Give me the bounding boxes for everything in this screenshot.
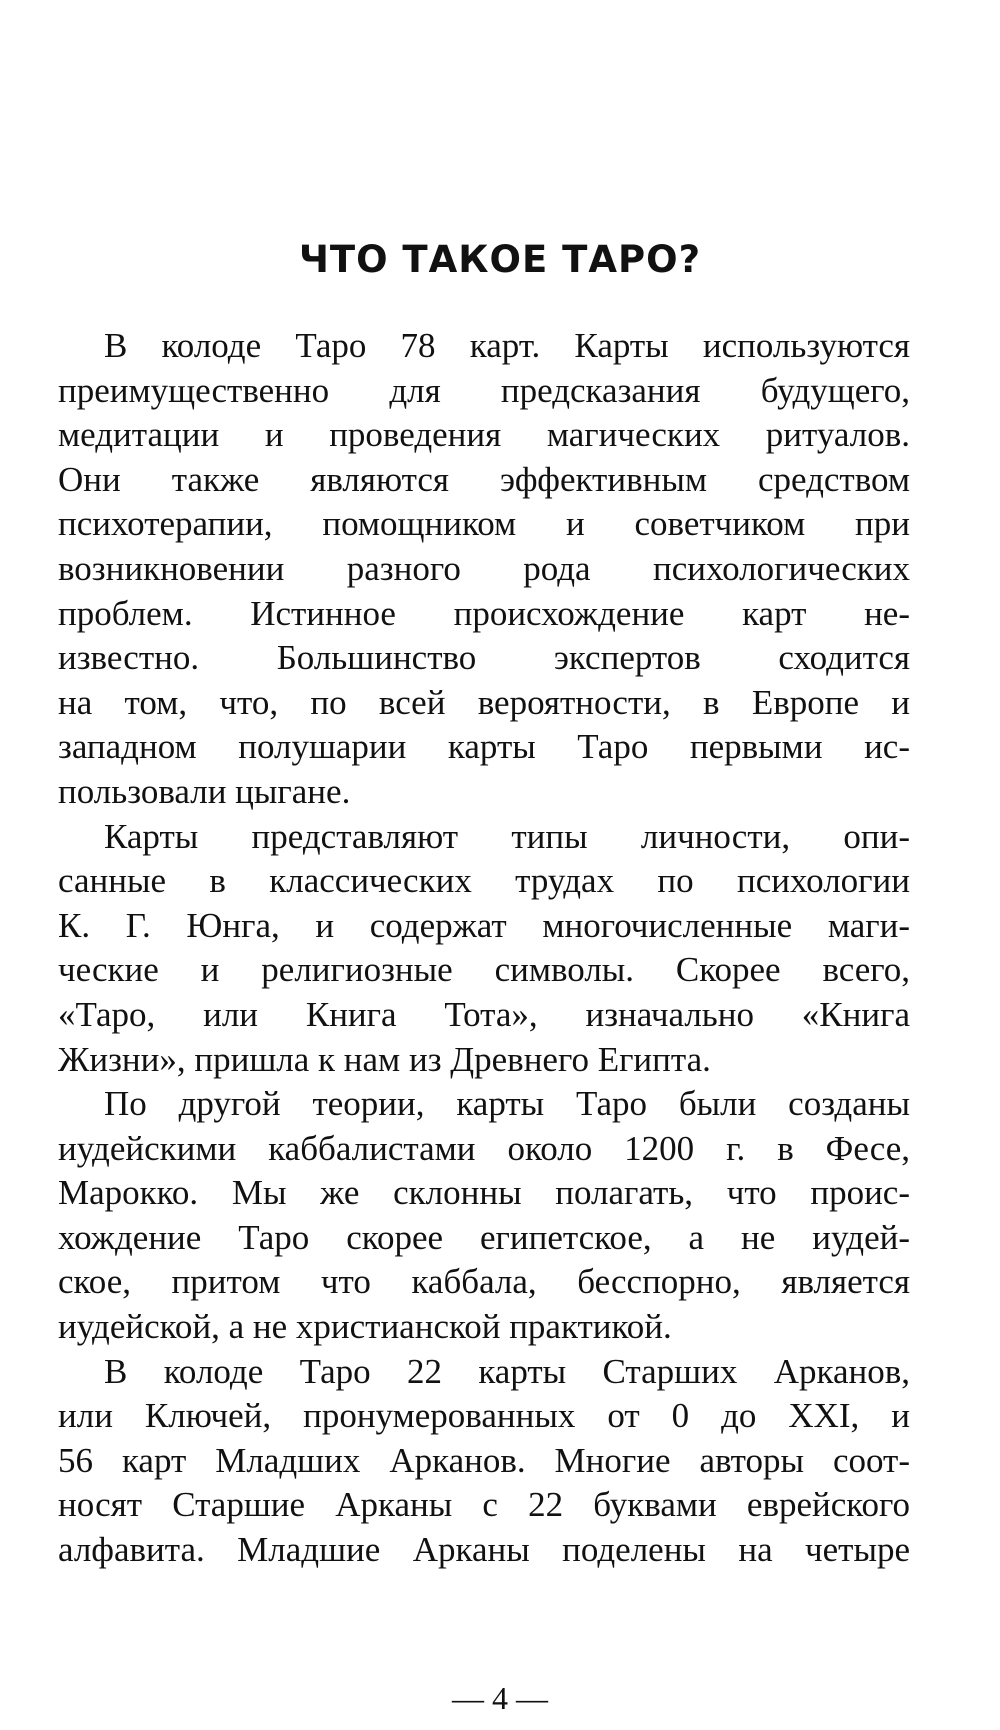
- text-line: алфавита. Младшие Арканы поделены на четыре: [58, 1530, 910, 1570]
- text-line: преимущественно для предсказания будущего,: [58, 370, 910, 410]
- text-line: Жизни», пришла к нам из Древнего Египта.: [58, 1039, 711, 1079]
- text-line: 56 карт Младших Арканов. Многие авторы соот-: [58, 1440, 910, 1480]
- text-line: ское, притом что каббала, бесспорно, является: [58, 1262, 910, 1302]
- text-line: психотерапии, помощником и советчиком при: [58, 504, 910, 544]
- paragraph-1: [58, 324, 910, 815]
- text-line: иудейской, а не христианской практикой.: [58, 1307, 672, 1347]
- text-line: возникновении разного рода психологических: [58, 548, 910, 588]
- text-line: известно. Большинство экспертов сходится: [58, 638, 910, 678]
- text-line: Карты представляют типы личности, опи-: [104, 816, 910, 856]
- text-line: санные в классических трудах по психологии: [58, 861, 910, 901]
- text-line: хождение Таро скорее египетское, а не иудей-: [58, 1217, 910, 1257]
- text-line: носят Старшие Арканы с 22 буквами еврейского: [58, 1485, 910, 1525]
- text-line: или Ключей, пронумерованных от 0 до XXI, и: [58, 1396, 910, 1436]
- page-number: — 4 —: [452, 1680, 548, 1716]
- text-line: ческие и религиозные символы. Скорее всего,: [58, 950, 910, 990]
- text-line: западном полушарии карты Таро первыми ис-: [58, 727, 910, 767]
- text-line: Они также являются эффективным средством: [58, 459, 910, 499]
- text-line: В колоде Таро 22 карты Старших Арканов,: [104, 1351, 910, 1391]
- text-line: медитации и проведения магических ритуалов.: [58, 415, 910, 455]
- text-line: проблем. Истинное происхождение карт не-: [58, 593, 910, 633]
- paragraph-2: [58, 815, 910, 1083]
- text-line: К. Г. Юнга, и содержат многочисленные маги-: [58, 905, 910, 945]
- text-line: «Таро, или Книга Тота», изначально «Книга: [58, 994, 910, 1034]
- text-line: на том, что, по всей вероятности, в Европе и: [58, 682, 910, 722]
- text-line: иудейскими каббалистами около 1200 г. в Фесе,: [58, 1128, 910, 1168]
- text-line: Марокко. Мы же склонны полагать, что проис-: [58, 1173, 910, 1213]
- text-line: По другой теории, карты Таро были созданы: [104, 1084, 910, 1124]
- paragraph-3: [58, 1082, 910, 1350]
- body-text: [58, 324, 910, 1573]
- chapter-title: ЧТО ТАКОЕ ТАРО?: [298, 238, 702, 281]
- text-line: пользовали цыгане.: [58, 771, 351, 811]
- paragraph-4: [58, 1350, 910, 1573]
- text-line: В колоде Таро 78 карт. Карты используются: [104, 326, 910, 365]
